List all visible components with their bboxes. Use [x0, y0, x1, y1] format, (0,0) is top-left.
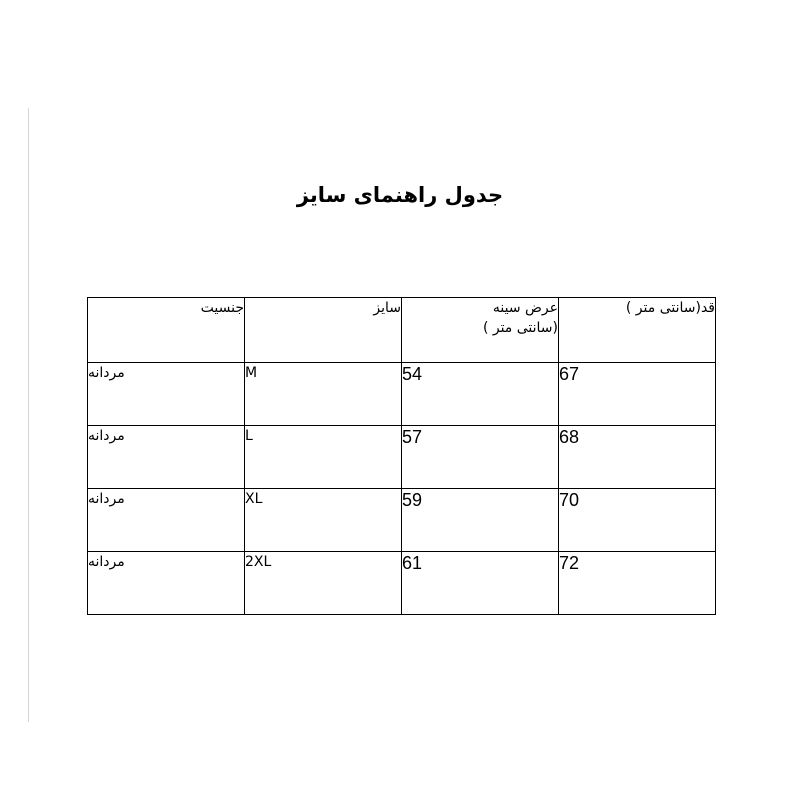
header-chest-unit: (سانتی متر )	[482, 320, 558, 336]
table-row	[88, 363, 716, 426]
header-chest-label: عرض سینه	[492, 300, 558, 316]
gender-cell	[88, 363, 245, 426]
size-cell: XL	[245, 489, 402, 552]
chest-cell: 57	[402, 426, 559, 489]
header-height-label: قد(سانتی متر )	[625, 300, 715, 316]
header-size-label: سایز	[373, 300, 401, 316]
table-row	[88, 426, 716, 489]
height-cell: 67	[559, 363, 716, 426]
gender-value: مردانه	[88, 428, 125, 444]
chest-cell: 59	[402, 489, 559, 552]
gender-cell	[88, 426, 245, 489]
chest-cell: 54	[402, 363, 559, 426]
header-chest-width	[402, 298, 559, 363]
size-cell: M	[245, 363, 402, 426]
gender-cell	[88, 489, 245, 552]
table-row	[88, 489, 716, 552]
height-cell: 72	[559, 552, 716, 615]
header-size	[245, 298, 402, 363]
table-header-row	[88, 298, 716, 363]
height-cell: 70	[559, 489, 716, 552]
size-cell: 2XL	[245, 552, 402, 615]
table-row	[88, 552, 716, 615]
header-gender	[88, 298, 245, 363]
page-title: جدول راهنمای سایز	[296, 183, 504, 207]
gender-value: مردانه	[88, 554, 125, 570]
header-height	[559, 298, 716, 363]
chest-cell: 61	[402, 552, 559, 615]
size-guide-table	[87, 297, 716, 615]
height-cell: 68	[559, 426, 716, 489]
gender-value: مردانه	[88, 491, 125, 507]
size-cell: L	[245, 426, 402, 489]
gender-value: مردانه	[88, 365, 125, 381]
header-gender-label: جنسیت	[200, 300, 244, 316]
gender-cell	[88, 552, 245, 615]
